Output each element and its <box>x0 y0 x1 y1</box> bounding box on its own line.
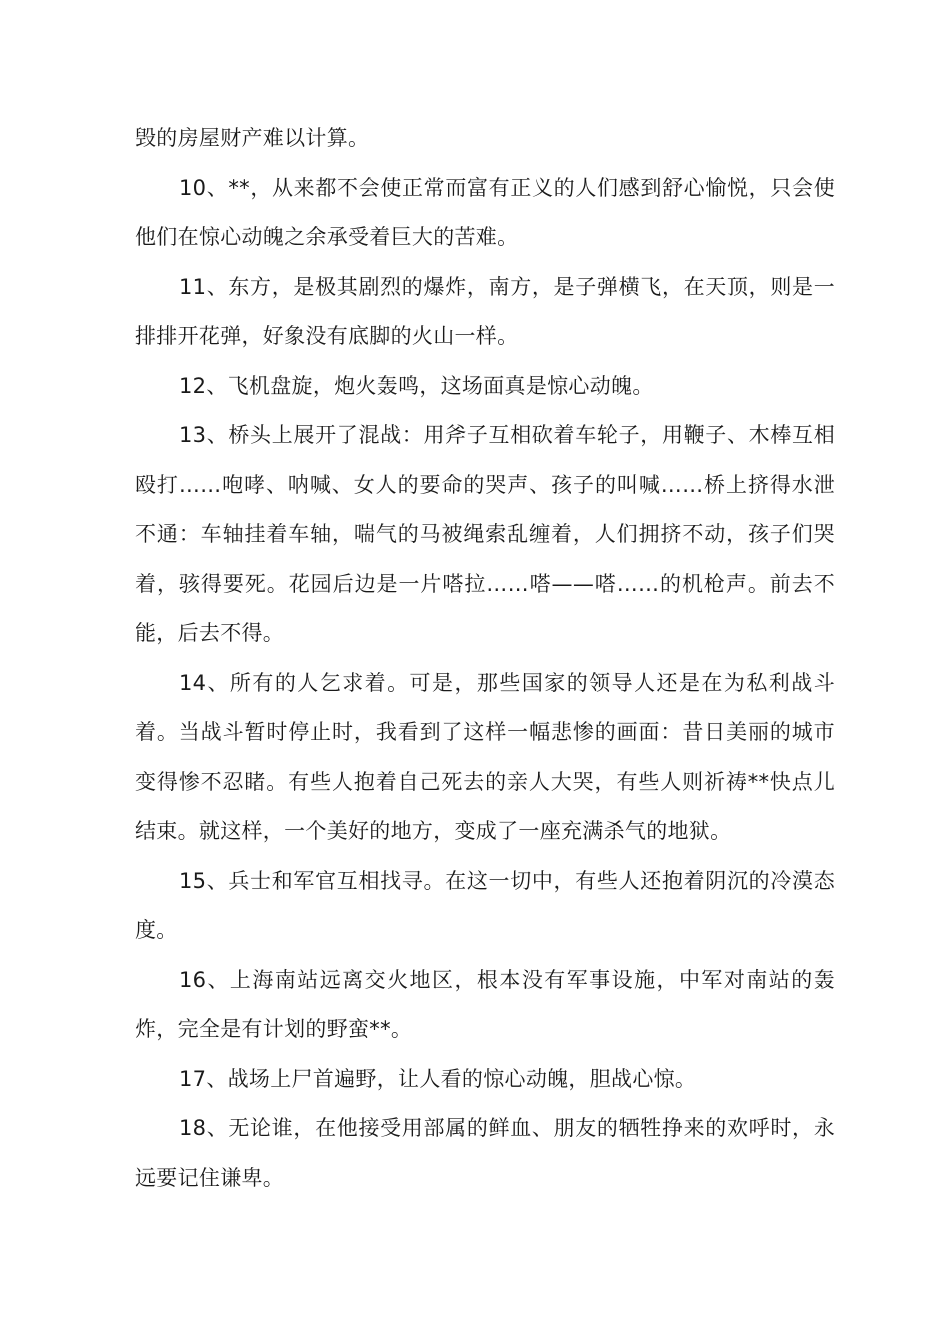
paragraph-14: 14、所有的人乞求着。可是，那些国家的领导人还是在为私利战斗着。当战斗暂时停止时，我看到了这样一幅悲惨的画面：昔日美丽的城市变得惨不忍睹。有些人抱着自己死去的亲人大哭，有些人则祈祷**快点儿结束。就这样，一个美好的地方，变成了一座充满杀气的地狱。 <box>135 670 835 843</box>
paragraph-11: 11、东方，是极其剧烈的爆炸，南方，是子弹横飞，在天顶，则是一排排开花弹，好象没有底脚的火山一样。 <box>135 274 835 348</box>
paragraph-15: 15、兵士和军官互相找寻。在这一切中，有些人还抱着阴沉的冷漠态度。 <box>135 868 835 942</box>
document-body <box>135 114 835 1203</box>
paragraph-12: 12、飞机盘旋，炮火轰鸣，这场面真是惊心动魄。 <box>179 373 654 398</box>
paragraph-13: 13、桥头上展开了混战：用斧子互相砍着车轮子，用鞭子、木棒互相殴打……咆哮、呐喊、女人的要命的哭声、孩子的叫喊……桥上挤得水泄不通：车轴挂着车轴，喘气的马被绳索乱缠着，人们拥挤不动，孩子们哭着，骇得要死。花园后边是一片嗒拉……嗒——嗒……的机枪声。前去不能，后去不得。 <box>135 423 835 645</box>
paragraph-18: 18、无论谁，在他接受用部属的鲜血、朋友的牺牲挣来的欢呼时，永远要记住谦卑。 <box>135 1116 835 1190</box>
paragraph-17: 17、战场上尸首遍野，让人看的惊心动魄，胆战心惊。 <box>179 1066 697 1091</box>
paragraph-continued: 毁的房屋财产难以计算。 <box>135 126 370 150</box>
paragraph-16: 16、上海南站远离交火地区，根本没有军事设施，中军对南站的轰炸，完全是有计划的野蛮**。 <box>135 967 835 1041</box>
paragraph-10: 10、**，从来都不会使正常而富有正义的人们感到舒心愉悦，只会使他们在惊心动魄之余承受着巨大的苦难。 <box>135 175 835 249</box>
